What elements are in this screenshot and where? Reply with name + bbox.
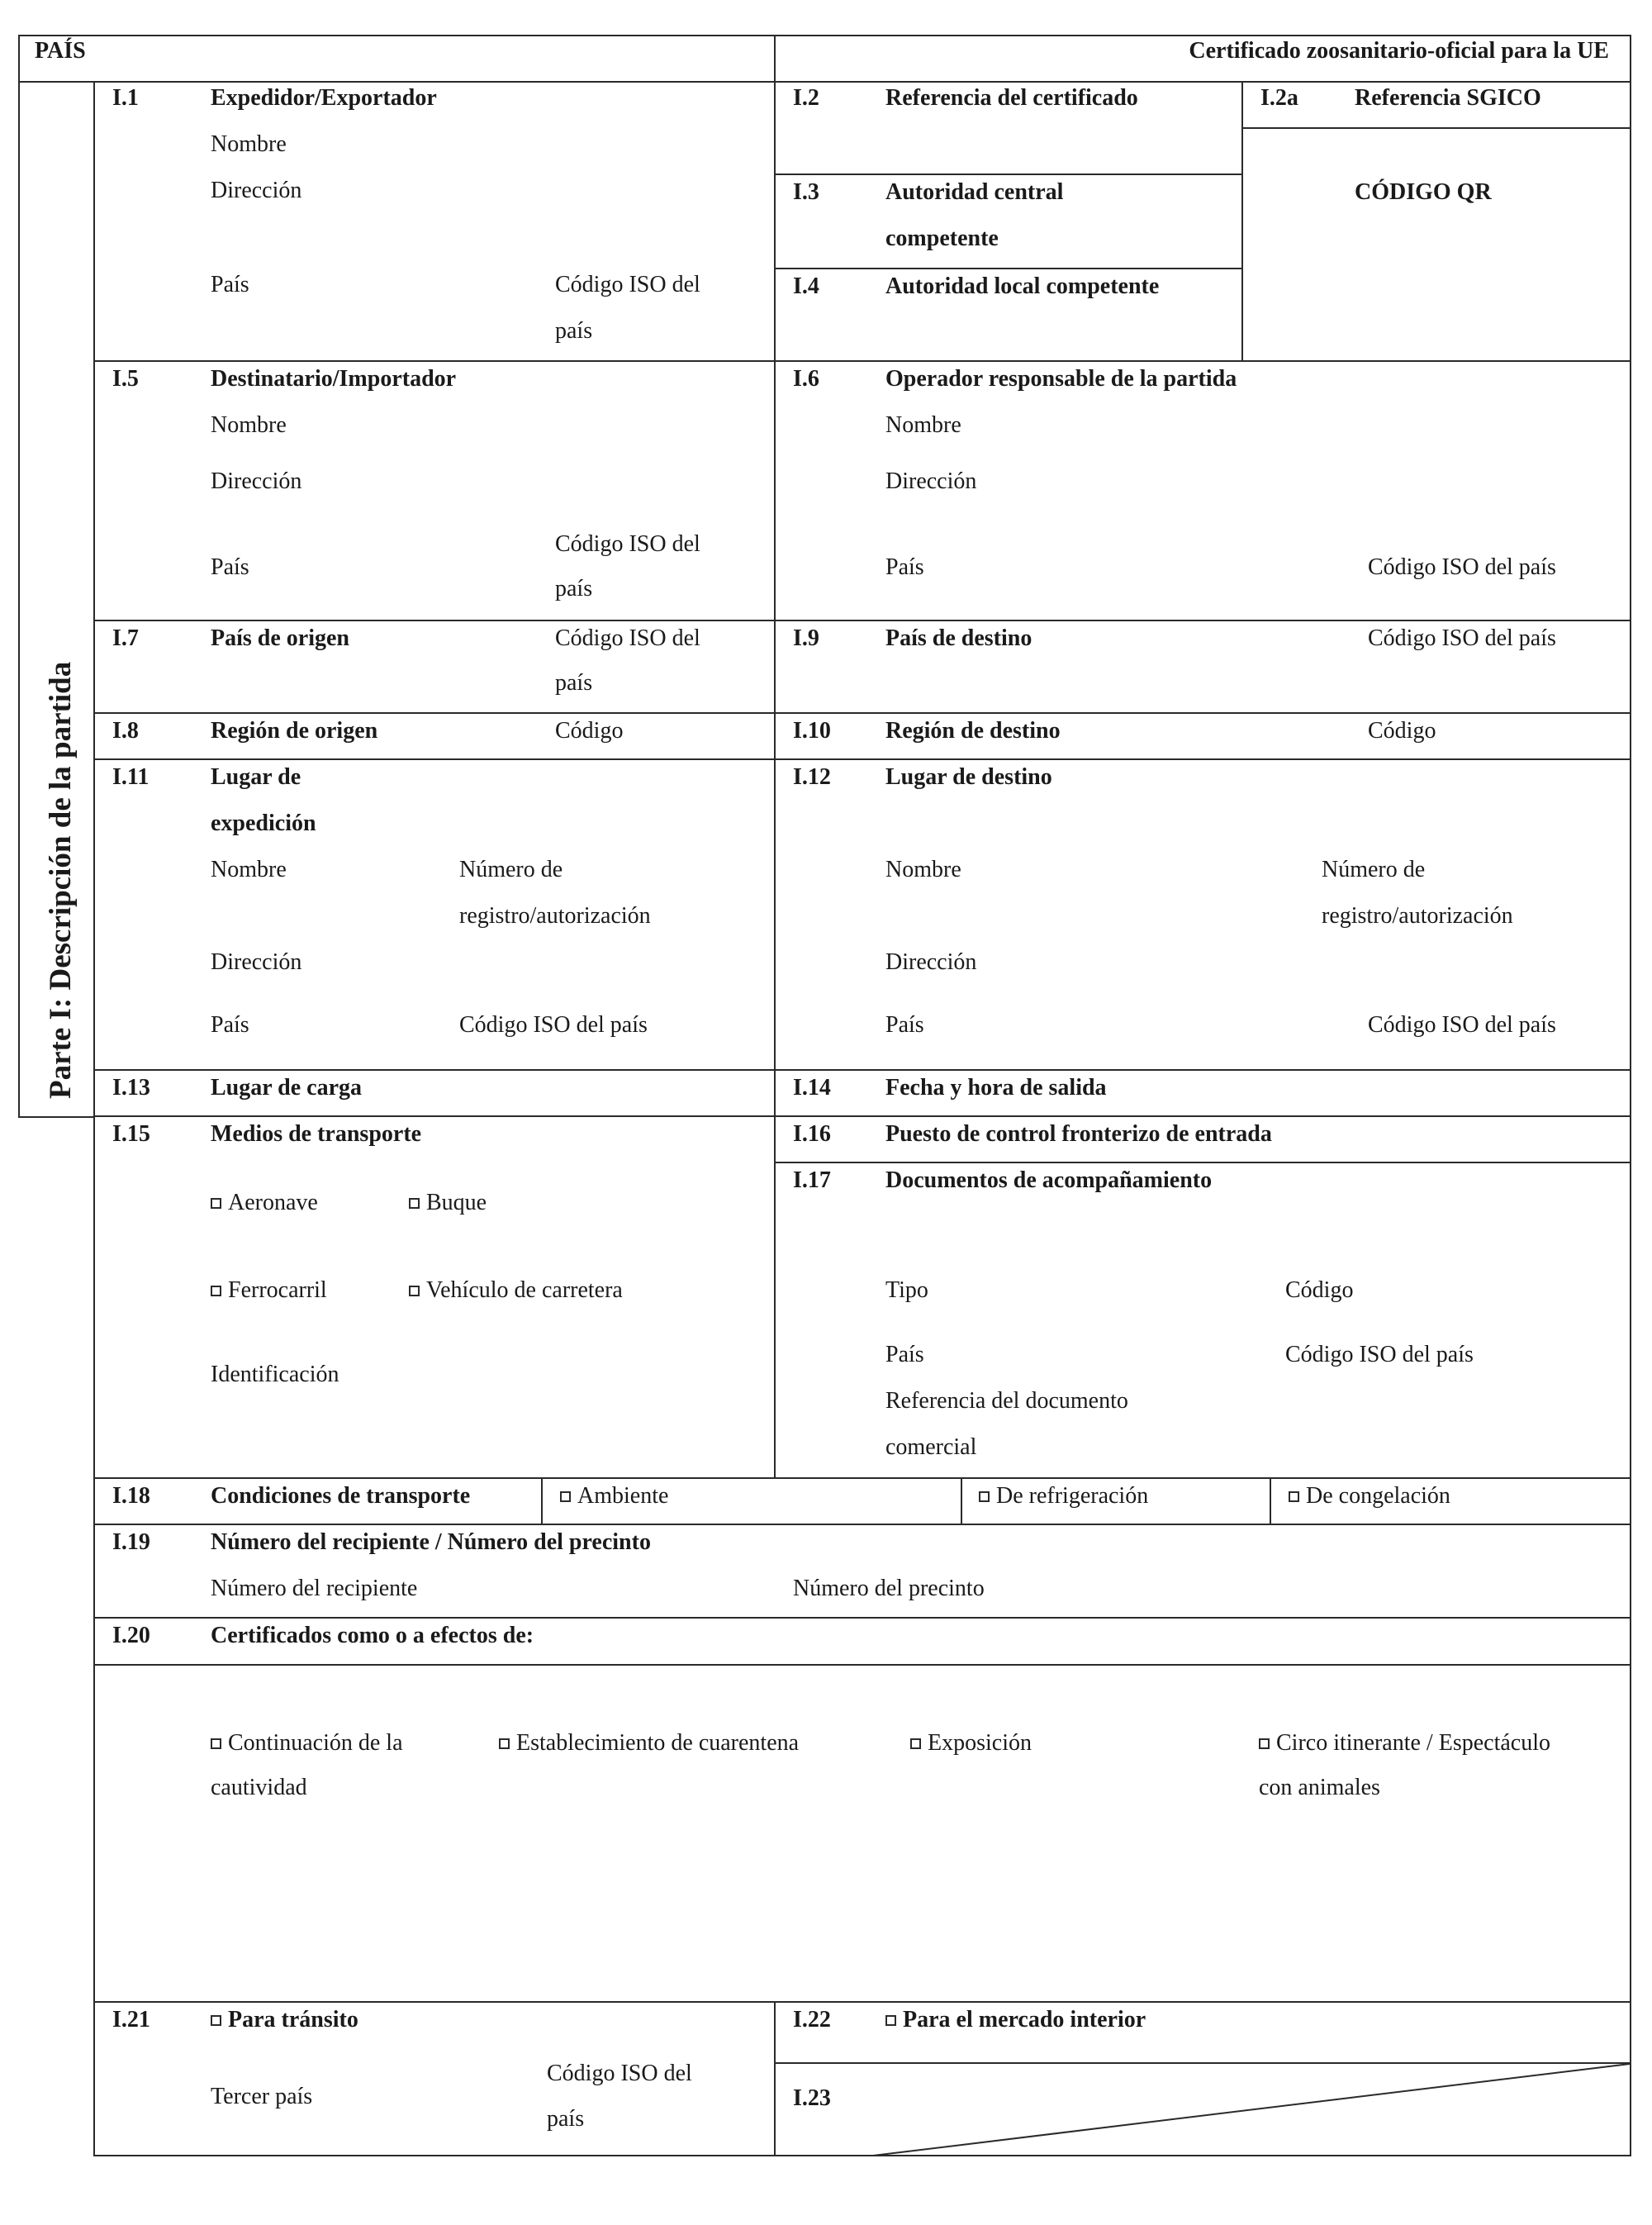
part-one-label: Parte I: Descripción de la partida [44, 661, 78, 1099]
option-label-2: cautividad [211, 1775, 307, 1800]
code-label: Código [1368, 718, 1436, 744]
checkbox-exhibition[interactable] [910, 1720, 1032, 1766]
box-number: I.11 [112, 764, 150, 790]
country-label: País [211, 554, 249, 580]
option-label: De congelación [1306, 1483, 1450, 1509]
country-label: País [885, 1342, 924, 1367]
reg-number-label: Número de [1322, 857, 1426, 882]
address-label: Dirección [211, 949, 302, 975]
country-header: PAÍS [35, 38, 86, 64]
commercial-doc-label-2: comercial [885, 1434, 977, 1460]
box-title: Referencia del certificado [885, 85, 1138, 111]
box-number: I.5 [112, 366, 139, 392]
checkbox-railway[interactable] [211, 1267, 327, 1314]
checkbox-frozen[interactable] [1289, 1473, 1450, 1519]
option-label: Circo itinerante / Espectáculo [1276, 1730, 1550, 1756]
box-title: Destinatario/Importador [211, 366, 457, 392]
box-number: I.2a [1260, 85, 1298, 111]
identification-label: Identificación [211, 1362, 339, 1387]
box-title: País de destino [885, 625, 1032, 651]
iso-code-label: Código ISO del país [1368, 625, 1556, 651]
box-title-2: competente [885, 226, 999, 251]
box-title: Fecha y hora de salida [885, 1075, 1107, 1101]
checkbox-icon [409, 1198, 420, 1209]
code-label: Código [1285, 1277, 1354, 1303]
box-number: I.7 [112, 625, 139, 651]
box-number: I.16 [793, 1121, 831, 1147]
option-label: Exposición [928, 1730, 1032, 1756]
country-label: País [885, 554, 924, 580]
iso-code-label-2: país [555, 318, 593, 344]
checkbox-chilled[interactable] [979, 1473, 1148, 1519]
box-title: Autoridad local competente [885, 273, 1160, 299]
box-number: I.9 [793, 625, 819, 651]
box-title: Región de origen [211, 718, 378, 744]
box-number: I.3 [793, 179, 819, 205]
container-number-label: Número del recipiente [211, 1576, 418, 1601]
box-number: I.8 [112, 718, 139, 744]
checkbox-icon [211, 2015, 221, 2026]
box-title: Documentos de acompañamiento [885, 1167, 1213, 1193]
box-title: País de origen [211, 625, 349, 651]
box-number: I.23 [793, 2085, 831, 2111]
qr-code-placeholder: CÓDIGO QR [1355, 179, 1492, 205]
box-number: I.4 [793, 273, 819, 299]
box-title: Para el mercado interior [903, 2007, 1146, 2032]
reg-number-label: Número de [459, 857, 563, 882]
address-label: Dirección [211, 468, 302, 494]
box-title: Número del recipiente / Número del precinto [211, 1529, 651, 1555]
box-number: I.13 [112, 1075, 150, 1101]
box-title: Para tránsito [228, 2007, 358, 2032]
option-label: Continuación de la [228, 1730, 403, 1756]
option-label: Ferrocarril [228, 1277, 327, 1303]
box-number: I.1 [112, 85, 139, 111]
checkbox-icon [910, 1738, 921, 1749]
box-number: I.2 [793, 85, 819, 111]
iso-code-label-2: país [555, 576, 593, 601]
checkbox-transit[interactable] [211, 1997, 358, 2043]
box-title: Región de destino [885, 718, 1061, 744]
box-number: I.19 [112, 1529, 150, 1555]
box-title: Expedidor/Exportador [211, 85, 437, 111]
name-label: Nombre [211, 412, 287, 438]
option-label: De refrigeración [996, 1483, 1149, 1509]
option-label: Vehículo de carretera [426, 1277, 623, 1303]
checkbox-icon [560, 1491, 571, 1502]
iso-code-label-2: país [547, 2106, 585, 2132]
checkbox-aircraft[interactable] [211, 1180, 318, 1226]
option-label: Buque [426, 1190, 487, 1215]
box-title: Condiciones de transporte [211, 1483, 471, 1509]
option-label: Aeronave [228, 1190, 318, 1215]
box-title: Referencia SGICO [1355, 85, 1541, 111]
box-title: Lugar de [211, 764, 301, 790]
box-title-2: expedición [211, 811, 316, 836]
box-title: Autoridad central [885, 179, 1064, 205]
iso-code-label: Código ISO del [555, 625, 700, 651]
checkbox-icon [1259, 1738, 1270, 1749]
checkbox-icon [885, 2015, 896, 2026]
option-label: Establecimiento de cuarentena [516, 1730, 800, 1756]
box-number: I.21 [112, 2007, 150, 2032]
checkbox-vessel[interactable] [409, 1180, 487, 1226]
address-label: Dirección [211, 178, 302, 203]
checkbox-quarantine[interactable] [499, 1720, 799, 1766]
name-label: Nombre [211, 857, 287, 882]
iso-code-label-2: país [555, 670, 593, 696]
box-number: I.17 [793, 1167, 831, 1193]
country-label: País [885, 1012, 924, 1038]
box-number: I.14 [793, 1075, 831, 1101]
checkbox-ambient[interactable] [560, 1473, 668, 1519]
box-number: I.15 [112, 1121, 150, 1147]
country-label: País [211, 1012, 249, 1038]
checkbox-icon [1289, 1491, 1299, 1502]
country-label: País [211, 272, 249, 297]
checkbox-icon [409, 1286, 420, 1296]
box-title: Lugar de carga [211, 1075, 363, 1101]
certificate-title: Certificado zoosanitario-oficial para la UE [1189, 38, 1609, 64]
checkbox-icon [979, 1491, 990, 1502]
box-number: I.18 [112, 1483, 150, 1509]
iso-code-label: Código ISO del [547, 2061, 692, 2086]
box-number: I.20 [112, 1623, 150, 1648]
address-label: Dirección [885, 949, 977, 975]
name-label: Nombre [211, 131, 287, 157]
box-title: Certificados como o a efectos de: [211, 1623, 534, 1648]
box-title: Lugar de destino [885, 764, 1052, 790]
iso-code-label: Código ISO del [555, 531, 700, 557]
box-title: Medios de transporte [211, 1121, 422, 1147]
commercial-doc-label: Referencia del documento [885, 1388, 1128, 1414]
iso-code-label: Código ISO del país [1368, 554, 1556, 580]
code-label: Código [555, 718, 624, 744]
option-label-2: con animales [1259, 1775, 1380, 1800]
i23-diagonal [774, 2062, 1631, 2156]
iso-code-label: Código ISO del país [1285, 1342, 1474, 1367]
name-label: Nombre [885, 857, 961, 882]
box-number: I.22 [793, 2007, 831, 2032]
option-label: Ambiente [577, 1483, 669, 1509]
address-label: Dirección [885, 468, 977, 494]
checkbox-icon [211, 1198, 221, 1209]
checkbox-icon [211, 1738, 221, 1749]
checkbox-circus[interactable] [1259, 1720, 1550, 1766]
checkbox-internal-market[interactable] [885, 1997, 1146, 2043]
box-title: Puesto de control fronterizo de entrada [885, 1121, 1272, 1147]
type-label: Tipo [885, 1277, 928, 1303]
box-number: I.12 [793, 764, 831, 790]
box-number: I.10 [793, 718, 831, 744]
iso-code-label: Código ISO del [555, 272, 700, 297]
checkbox-continued-captivity[interactable] [211, 1720, 403, 1766]
reg-number-label-2: registro/autorización [1322, 903, 1513, 929]
box-title: Operador responsable de la partida [885, 366, 1237, 392]
iso-code-label: Código ISO del país [1368, 1012, 1556, 1038]
reg-number-label-2: registro/autorización [459, 903, 651, 929]
checkbox-icon [499, 1738, 510, 1749]
checkbox-road-vehicle[interactable] [409, 1267, 623, 1314]
checkbox-icon [211, 1286, 221, 1296]
iso-code-label: Código ISO del país [459, 1012, 648, 1038]
third-country-label: Tercer país [211, 2084, 313, 2109]
name-label: Nombre [885, 412, 961, 438]
seal-number-label: Número del precinto [793, 1576, 985, 1601]
box-number: I.6 [793, 366, 819, 392]
